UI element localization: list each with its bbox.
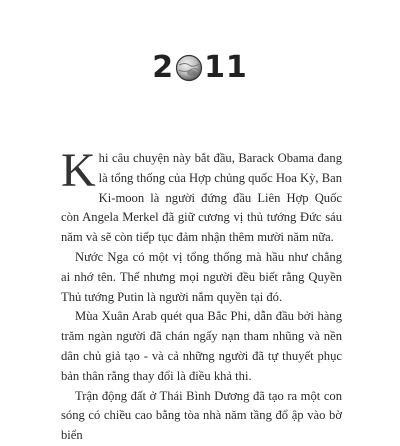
year-digits-11: 11 xyxy=(204,50,248,85)
paragraph-1-text: hi câu chuyện này bắt đầu, Barack Obama đang là tổng thống của Hợp chủng quốc Hoa Kỳ, Ban Ki-moon là người đứng đầu Liên Hợp Quốc còn Angela Merkel đã giữ cương vị thủ tướng Đức sáu năm và sẽ còn tiếp tục đảm nhận thêm mười năm nữa. xyxy=(61,151,342,245)
dropcap-letter: K xyxy=(61,144,96,197)
paragraph-1 xyxy=(61,144,342,248)
paragraph-2: Nước Nga có một vị tổng thống mà hầu như chẳng ai nhớ tên. Thế nhưng mọi người đều biết rằng Quyền Thủ tướng Putin là người nắm quyền tại đó. xyxy=(61,249,342,304)
paragraph-3: Mùa Xuân Arab quét qua Bắc Phi, dẫn đầu bởi hàng trăm ngàn người đã chán ngấy nạn tham nhũng và nền dân chủ giả tạo - và cả những người đã tự thuyết phục bản thân rằng thay đổi là điều khả thi. xyxy=(61,309,342,383)
year-digit-2: 2 xyxy=(152,50,175,85)
paragraph-4: Trận động đất ở Thái Bình Dương đã tạo ra một con sóng có chiều cao bằng tòa nhà năm tầng đổ ập vào bờ biển xyxy=(61,388,342,443)
chapter-heading-year xyxy=(0,50,400,85)
chapter-body-text xyxy=(61,144,342,446)
globe-ball-icon xyxy=(175,54,203,82)
